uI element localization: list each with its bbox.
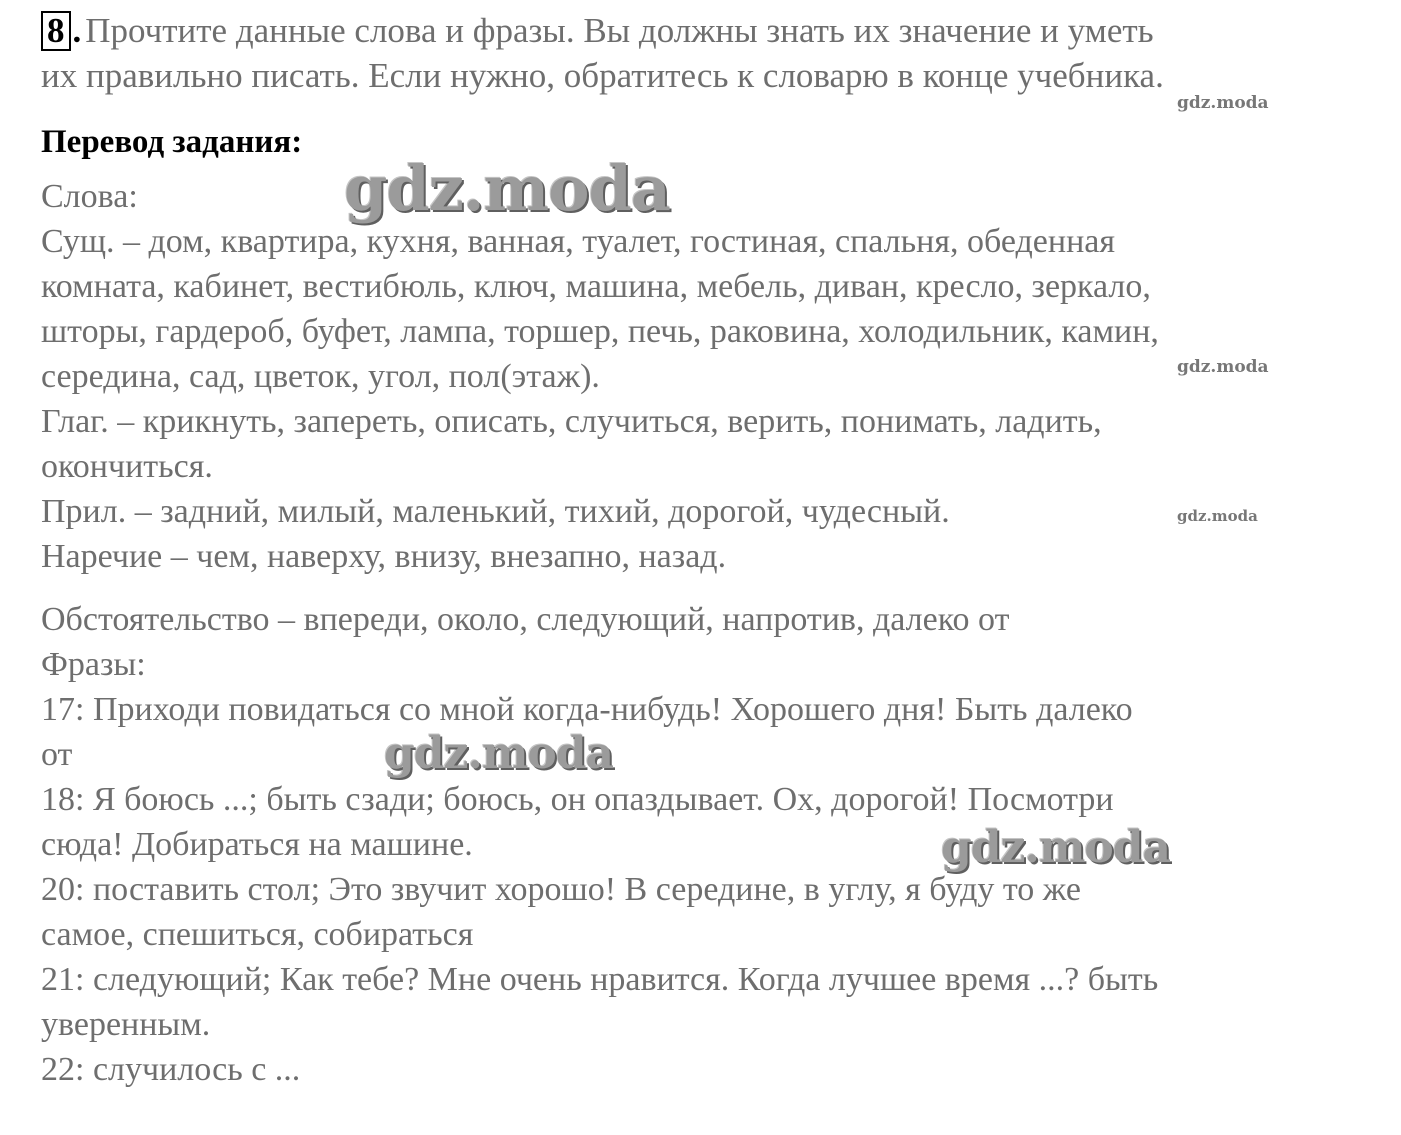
spacer — [41, 579, 1371, 597]
document-page — [41, 8, 1371, 1092]
text-line: комната, кабинет, вестибюль, ключ, машина, мебель, диван, кресло, зеркало, — [41, 268, 1151, 305]
text-line: от — [41, 736, 73, 773]
translation-title: Перевод задания: — [41, 124, 303, 160]
text-line: Прил. – задний, милый, маленький, тихий, дорогой, чудесный. — [41, 493, 950, 530]
text-line: Фразы: — [41, 646, 146, 683]
text-line: 18: Я боюсь ...; быть сзади; боюсь, он опаздывает. Ох, дорогой! Посмотри — [41, 781, 1114, 818]
watermark-small: gdz.moda — [1177, 357, 1269, 377]
text-line: 22: случилось с ... — [41, 1051, 301, 1088]
task-text-line-2: их правильно писать. Если нужно, обратитесь к словарю в конце учебника. — [41, 56, 1164, 95]
text-line: середина, сад, цветок, угол, пол(этаж). — [41, 358, 600, 395]
watermark: gdz.moda — [384, 728, 614, 779]
text-line: Глаг. – крикнуть, запереть, описать, случиться, верить, понимать, ладить, — [41, 403, 1102, 440]
watermark-small: gdz.moda — [1177, 93, 1269, 113]
task-number-dot: . — [72, 11, 82, 50]
text-line: Слова: — [41, 178, 138, 215]
text-line: самое, спешиться, собираться — [41, 916, 474, 953]
text-line: Обстоятельство – впереди, около, следующий, напротив, далеко от — [41, 601, 1010, 638]
watermark: gdz.moda — [941, 822, 1171, 873]
text-line: шторы, гардероб, буфет, лампа, торшер, печь, раковина, холодильник, камин, — [41, 313, 1159, 350]
text-line: 20: поставить стол; Это звучит хорошо! В середине, в углу, я буду то же — [41, 871, 1081, 908]
text-line: сюда! Добираться на машине. — [41, 826, 473, 863]
text-line: 21: следующий; Как тебе? Мне очень нравится. Когда лучшее время ...? быть — [41, 961, 1159, 998]
task-number-box: 8 — [41, 11, 71, 51]
translation-body — [41, 174, 1371, 1092]
text-line: Наречие – чем, наверху, внизу, внезапно, назад. — [41, 538, 727, 575]
task-header — [41, 8, 1371, 98]
watermark-small: gdz.moda — [1177, 507, 1258, 525]
watermark: gdz.moda — [344, 152, 670, 225]
text-line: окончиться. — [41, 448, 213, 485]
text-line: Сущ. – дом, квартира, кухня, ванная, туалет, гостиная, спальня, обеденная — [41, 223, 1115, 260]
task-text-line-1: Прочтите данные слова и фразы. Вы должны знать их значение и уметь — [85, 11, 1154, 50]
text-line: уверенным. — [41, 1006, 211, 1043]
text-line: 17: Приходи повидаться со мной когда-нибудь! Хорошего дня! Быть далеко — [41, 691, 1133, 728]
